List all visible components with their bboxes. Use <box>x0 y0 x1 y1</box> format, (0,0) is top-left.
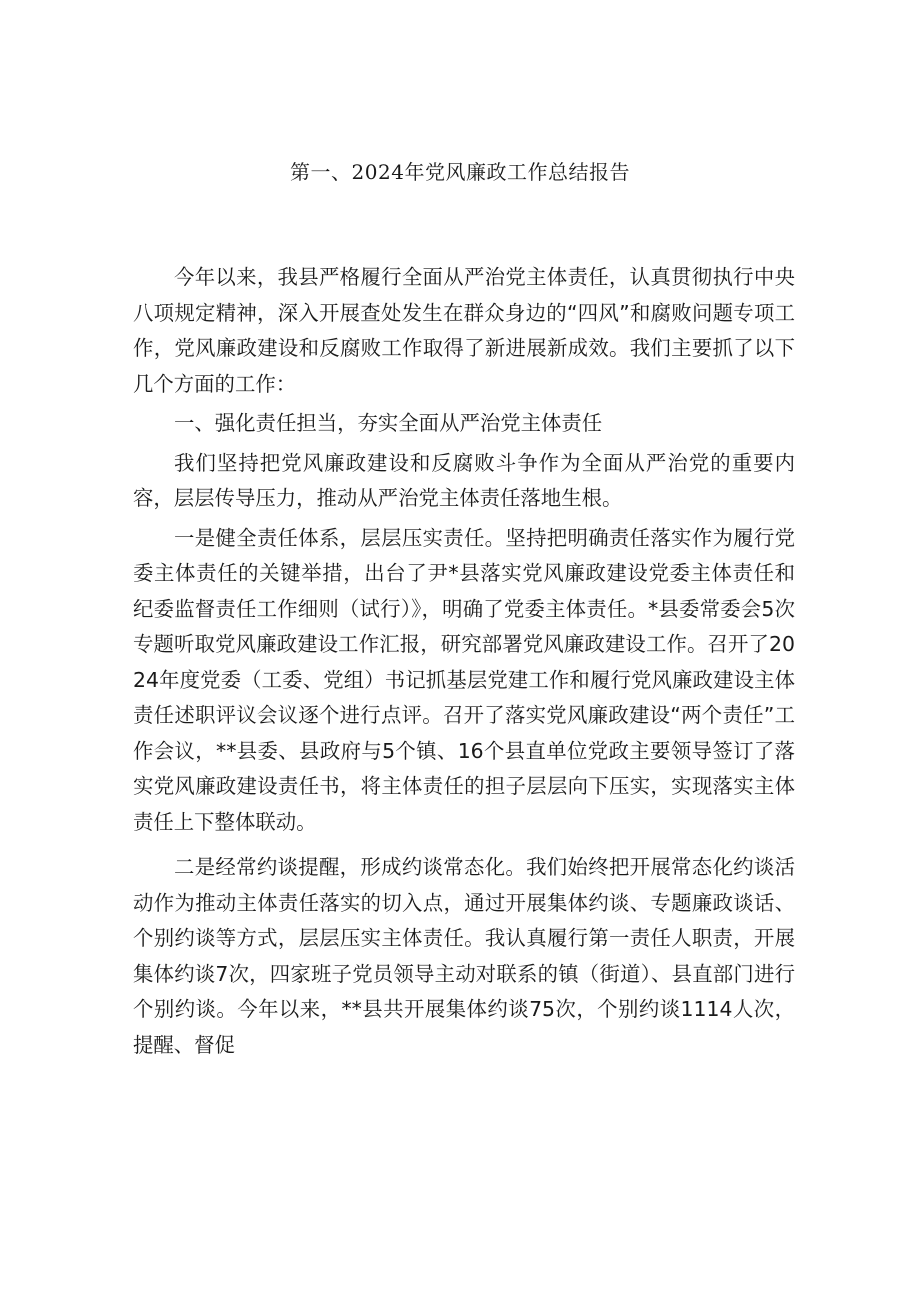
document-body <box>133 260 795 1063</box>
paragraph-intro: 今年以来，我县严格履行全面从严治党主体责任，认真贯彻执行中央八项规定精神，深入开展查处发生在群众身边的“四风”和腐败问题专项工作，党风廉政建设和反腐败工作取得了新进展新成效。我们主要抓了以下几个方面的工作： <box>133 265 795 396</box>
section-heading-1: 一、强化责任担当，夯实全面从严治党主体责任 <box>174 411 603 435</box>
document-title: 第一、2024年党风廉政工作总结报告 <box>290 160 630 184</box>
paragraph-responsibility-system: 一是健全责任体系，层层压实责任。坚持把明确责任落实作为履行党委主体责任的关键举措，出台了尹*县落实党风廉政建设党委主体责任和纪委监督责任工作细则（试行）》，明确了党委主体责任。*县委常委会5次专题听取党风廉政建设工作汇报，研究部署党风廉政建设工作。召开了2024年度党委（工委、党组）书记抓基层党建工作和履行党风廉政建设主体责任述职评议会议逐个进行点评。召开了落实党风廉政建设“两个责任”工作会议，**县委、县政府与5个镇、16个县直单位党政主要领导签订了落实党风廉政建设责任书，将主体责任的担子层层向下压实，实现落实主体责任上下整体联动。 <box>133 525 795 834</box>
paragraph-section-1-intro: 我们坚持把党风廉政建设和反腐败斗争作为全面从严治党的重要内容，层层传导压力，推动从严治党主体责任落地生根。 <box>133 450 795 510</box>
paragraph-regular-talks: 二是经常约谈提醒，形成约谈常态化。我们始终把开展常态化约谈活动作为推动主体责任落实的切入点，通过开展集体约谈、专题廉政谈话、个别约谈等方式，层层压实主体责任。我认真履行第一责任人职责，开展集体约谈7次，四家班子党员领导主动对联系的镇（街道）、县直部门进行个别约谈。今年以来，**县共开展集体约谈75次，个别约谈1114人次，提醒、督促 <box>133 855 795 1057</box>
